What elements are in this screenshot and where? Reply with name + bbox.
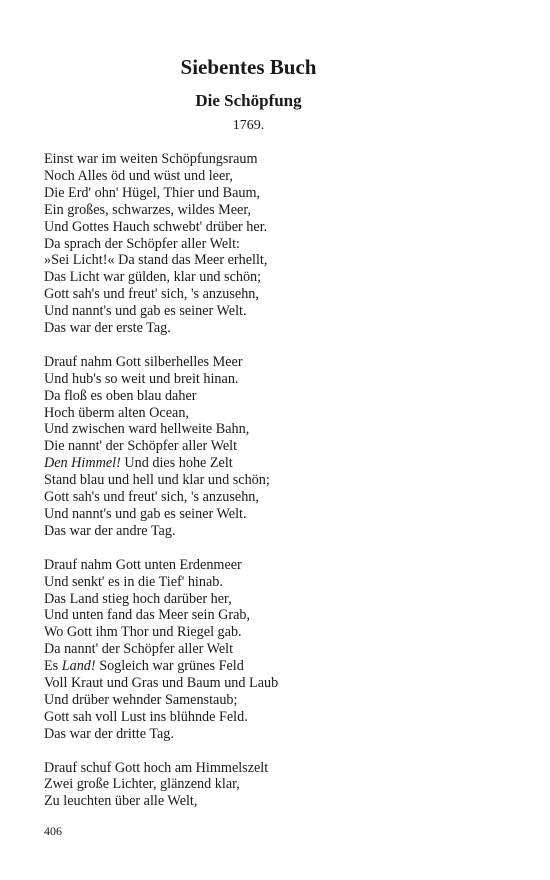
poem-line: Da nannt' der Schöpfer aller Welt (44, 641, 234, 658)
stanza-3 (44, 557, 514, 743)
poem-line: »Sei Licht!« Da stand das Meer erhellt, (44, 252, 268, 269)
poem-line: Und unten fand das Meer sein Grab, (44, 607, 251, 624)
poem-year: 1769. (232, 118, 265, 133)
poem-line: Und nannt's und gab es seiner Welt. (44, 303, 247, 320)
poem-line: Und hub's so weit und breit hinan. (44, 370, 239, 387)
poem-line: Einst war im weiten Schöpfungsraum (44, 151, 258, 167)
poem-title: Die Schöpfung (195, 91, 302, 110)
poem-line: Gott sah's und freut' sich, 's anzusehn, (44, 286, 259, 303)
poem-line: Drauf schuf Gott hoch am Himmelszelt (44, 759, 269, 776)
poem-line: Und zwischen ward hellweite Bahn, (44, 421, 250, 438)
poem-line: Das Licht war gülden, klar und schön; (44, 269, 262, 286)
poem-line: Die nannt' der Schöpfer aller Welt (44, 438, 238, 455)
line-rest: Sogleich war grünes Feld (95, 658, 244, 675)
poem-line: Voll Kraut und Gras und Baum und Laub (44, 675, 279, 692)
poem-line: Drauf nahm Gott silberhelles Meer (44, 353, 243, 370)
poem-line: Gott sah's und freut' sich, 's anzusehn, (44, 489, 259, 506)
stanza-4 (44, 760, 514, 811)
poem-line: Und Gottes Hauch schwebt' drüber her. (44, 218, 268, 235)
line-prefix: Es (44, 658, 62, 675)
poem-line: Die Erd' ohn' Hügel, Thier und Baum, (44, 184, 261, 201)
poem-line: Das war der dritte Tag. (44, 725, 174, 742)
poem-line: Hoch überm alten Ocean, (44, 404, 189, 421)
poem-line: Da floß es oben blau daher (44, 387, 197, 404)
poem-line: Ein großes, schwarzes, wildes Meer, (44, 201, 252, 218)
poem-line: Zwei große Lichter, glänzend klar, (44, 776, 240, 793)
stanza-2 (44, 354, 514, 540)
poem-line: Das Land stieg hoch darüber her, (44, 590, 232, 607)
poem-line: Wo Gott ihm Thor und Riegel gab. (44, 624, 242, 641)
book-title: Siebentes Buch (180, 55, 317, 79)
poem-line: Noch Alles öd und wüst und leer, (44, 167, 233, 184)
poem-line: Und nannt's und gab es seiner Welt. (44, 506, 247, 523)
line-rest: Und dies hohe Zelt (120, 455, 233, 472)
poem-line: Und drüber wehnder Samenstaub; (44, 691, 238, 708)
poem-line-with-italic (44, 455, 514, 472)
italic-phrase: Land! (61, 658, 96, 675)
poem-line-with-italic (44, 658, 514, 675)
poem-line: Da sprach der Schöpfer aller Welt: (44, 235, 240, 252)
poem-line: Zu leuchten über alle Welt, (44, 793, 198, 810)
stanza-1 (44, 151, 514, 337)
page-number: 406 (44, 824, 62, 838)
poem-line: Und senkt' es in die Tief' hinab. (44, 573, 223, 590)
italic-phrase: Den Himmel! (44, 455, 121, 472)
poem-line: Das war der andre Tag. (44, 522, 176, 539)
poem-line: Gott sah voll Lust ins blühnde Feld. (44, 708, 248, 725)
poem-line: Stand blau und hell und klar und schön; (44, 472, 270, 489)
poem-line: Das war der erste Tag. (44, 320, 171, 337)
poem-line: Drauf nahm Gott unten Erdenmeer (44, 556, 242, 573)
poem-body (44, 151, 514, 827)
